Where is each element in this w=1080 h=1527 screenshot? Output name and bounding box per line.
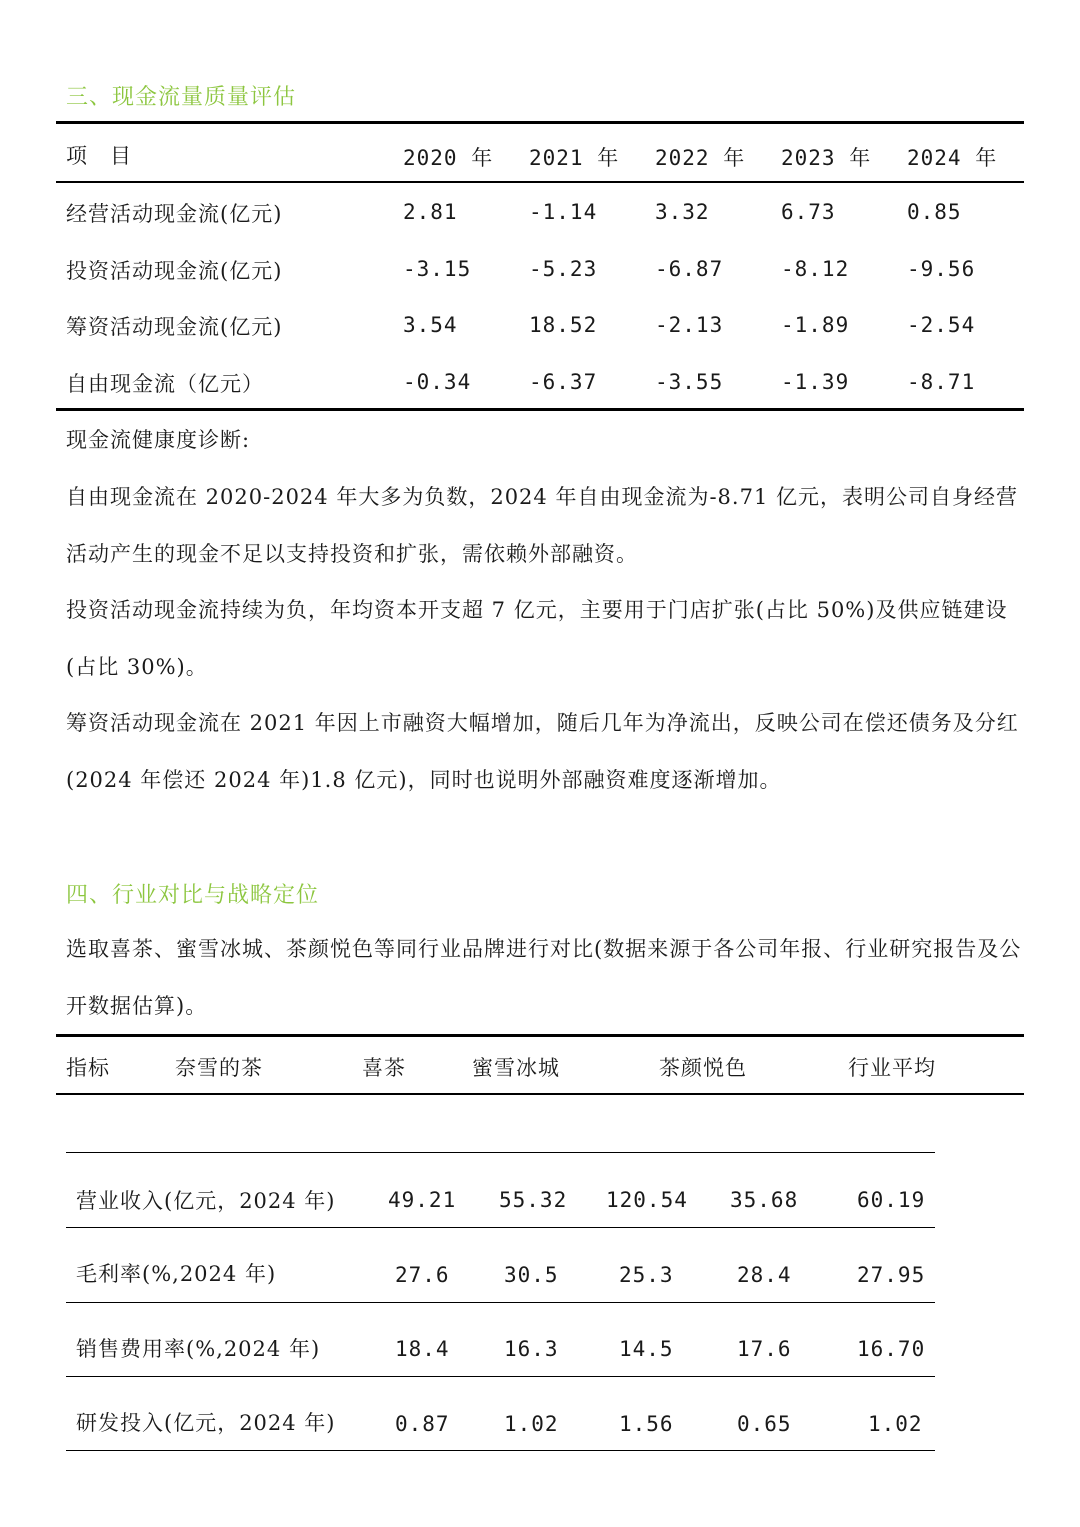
table-row-label: 毛利率(%,2024 年) bbox=[76, 1262, 277, 1286]
table-cell: 0.87 bbox=[395, 1412, 450, 1436]
table-cell: -6.87 bbox=[655, 257, 724, 281]
table-cell: 3.54 bbox=[403, 313, 458, 337]
table-cell: 14.5 bbox=[619, 1337, 674, 1361]
table-row-label: 研发投入(亿元，2024 年) bbox=[76, 1411, 336, 1435]
table-cell: 6.73 bbox=[781, 200, 836, 224]
row-divider bbox=[66, 1450, 935, 1451]
table-cell: 18.4 bbox=[395, 1337, 450, 1361]
diagnosis-paragraph: 筹资活动现金流在 2021 年因上市融资大幅增加，随后几年为净流出，反映公司在偿还债务及分红(2024 年偿还 2024 年)1.8 亿元)，同时也说明外部融资难度逐渐增加。 bbox=[66, 711, 1019, 792]
table-cell: 120.54 bbox=[606, 1188, 688, 1212]
table-row-label: 自由现金流（亿元） bbox=[66, 372, 264, 396]
table-row-label: 经营活动现金流(亿元) bbox=[66, 202, 283, 226]
table-cell: 0.65 bbox=[737, 1412, 792, 1436]
table-cell: 1.02 bbox=[504, 1412, 559, 1436]
table-cell: 1.56 bbox=[619, 1412, 674, 1436]
table-cell: -1.14 bbox=[529, 200, 598, 224]
table-header: 蜜雪冰城 bbox=[472, 1056, 560, 1080]
table-cell: -3.15 bbox=[403, 257, 472, 281]
table-cell: 30.5 bbox=[504, 1263, 559, 1287]
row-divider bbox=[66, 1302, 935, 1303]
table-cell: -1.39 bbox=[781, 370, 850, 394]
table-cell: 28.4 bbox=[737, 1263, 792, 1287]
table-cell: -1.89 bbox=[781, 313, 850, 337]
table-cell: 18.52 bbox=[529, 313, 598, 337]
section-4-heading: 四、行业对比与战略定位 bbox=[66, 883, 320, 908]
table-cell: 1.02 bbox=[868, 1412, 923, 1436]
table-header: 2022 年 bbox=[655, 146, 746, 170]
row-divider bbox=[66, 1227, 935, 1228]
table-cell: -0.34 bbox=[403, 370, 472, 394]
table-cell: 0.85 bbox=[907, 200, 962, 224]
table-header: 项 目 bbox=[66, 144, 132, 168]
section-3-heading: 三、现金流量质量评估 bbox=[66, 85, 297, 110]
table-cell: -2.54 bbox=[907, 313, 976, 337]
table-header: 喜茶 bbox=[362, 1056, 406, 1080]
row-divider bbox=[66, 1376, 935, 1377]
table-cell: 16.70 bbox=[857, 1337, 926, 1361]
table-cell: -9.56 bbox=[907, 257, 976, 281]
table-cell: 55.32 bbox=[499, 1188, 568, 1212]
table-header: 2023 年 bbox=[781, 146, 872, 170]
table-top-rule bbox=[56, 121, 1024, 124]
table-cell: -5.23 bbox=[529, 257, 598, 281]
table-cell: 17.6 bbox=[737, 1337, 792, 1361]
table-row-label: 筹资活动现金流(亿元) bbox=[66, 315, 283, 339]
table-cell: 60.19 bbox=[857, 1188, 926, 1212]
diagnosis-paragraph: 投资活动现金流持续为负，年均资本开支超 7 亿元，主要用于门店扩张(占比 50%)及供应链建设(占比 30%)。 bbox=[66, 598, 1008, 679]
table-top-rule bbox=[56, 1034, 1024, 1037]
table-cell: 25.3 bbox=[619, 1263, 674, 1287]
diagnosis-title: 现金流健康度诊断: bbox=[66, 428, 251, 452]
table-cell: -6.37 bbox=[529, 370, 598, 394]
table-row-label: 销售费用率(%,2024 年) bbox=[76, 1337, 321, 1361]
row-divider bbox=[66, 1152, 935, 1153]
table-cell: 3.32 bbox=[655, 200, 710, 224]
table-cell: 16.3 bbox=[504, 1337, 559, 1361]
table-cell: 49.21 bbox=[388, 1188, 457, 1212]
table-bottom-rule bbox=[56, 408, 1024, 411]
table-cell: 27.6 bbox=[395, 1263, 450, 1287]
table-header: 茶颜悦色 bbox=[659, 1056, 747, 1080]
table-cell: -8.12 bbox=[781, 257, 850, 281]
table-cell: -3.55 bbox=[655, 370, 724, 394]
table-row-label: 营业收入(亿元，2024 年) bbox=[76, 1189, 336, 1213]
table-cell: -2.13 bbox=[655, 313, 724, 337]
table-header: 指标 bbox=[66, 1056, 110, 1080]
table-cell: -8.71 bbox=[907, 370, 976, 394]
table-cell: 2.81 bbox=[403, 200, 458, 224]
table-header-rule bbox=[56, 1093, 1024, 1095]
table-row-label: 投资活动现金流(亿元) bbox=[66, 259, 283, 283]
table-header: 行业平均 bbox=[848, 1056, 936, 1080]
section-4-intro: 选取喜茶、蜜雪冰城、茶颜悦色等同行业品牌进行对比(数据来源于各公司年报、行业研究报告及公开数据估算)。 bbox=[66, 937, 1022, 1018]
table-header-rule bbox=[56, 181, 1024, 183]
table-cell: 27.95 bbox=[857, 1263, 926, 1287]
table-header: 2024 年 bbox=[907, 146, 998, 170]
table-cell: 35.68 bbox=[730, 1188, 799, 1212]
table-header: 2020 年 bbox=[403, 146, 494, 170]
diagnosis-paragraph: 自由现金流在 2020-2024 年大多为负数，2024 年自由现金流为-8.71 亿元，表明公司自身经营活动产生的现金不足以支持投资和扩张，需依赖外部融资。 bbox=[66, 485, 1018, 566]
table-header: 2021 年 bbox=[529, 146, 620, 170]
table-header: 奈雪的茶 bbox=[175, 1056, 263, 1080]
